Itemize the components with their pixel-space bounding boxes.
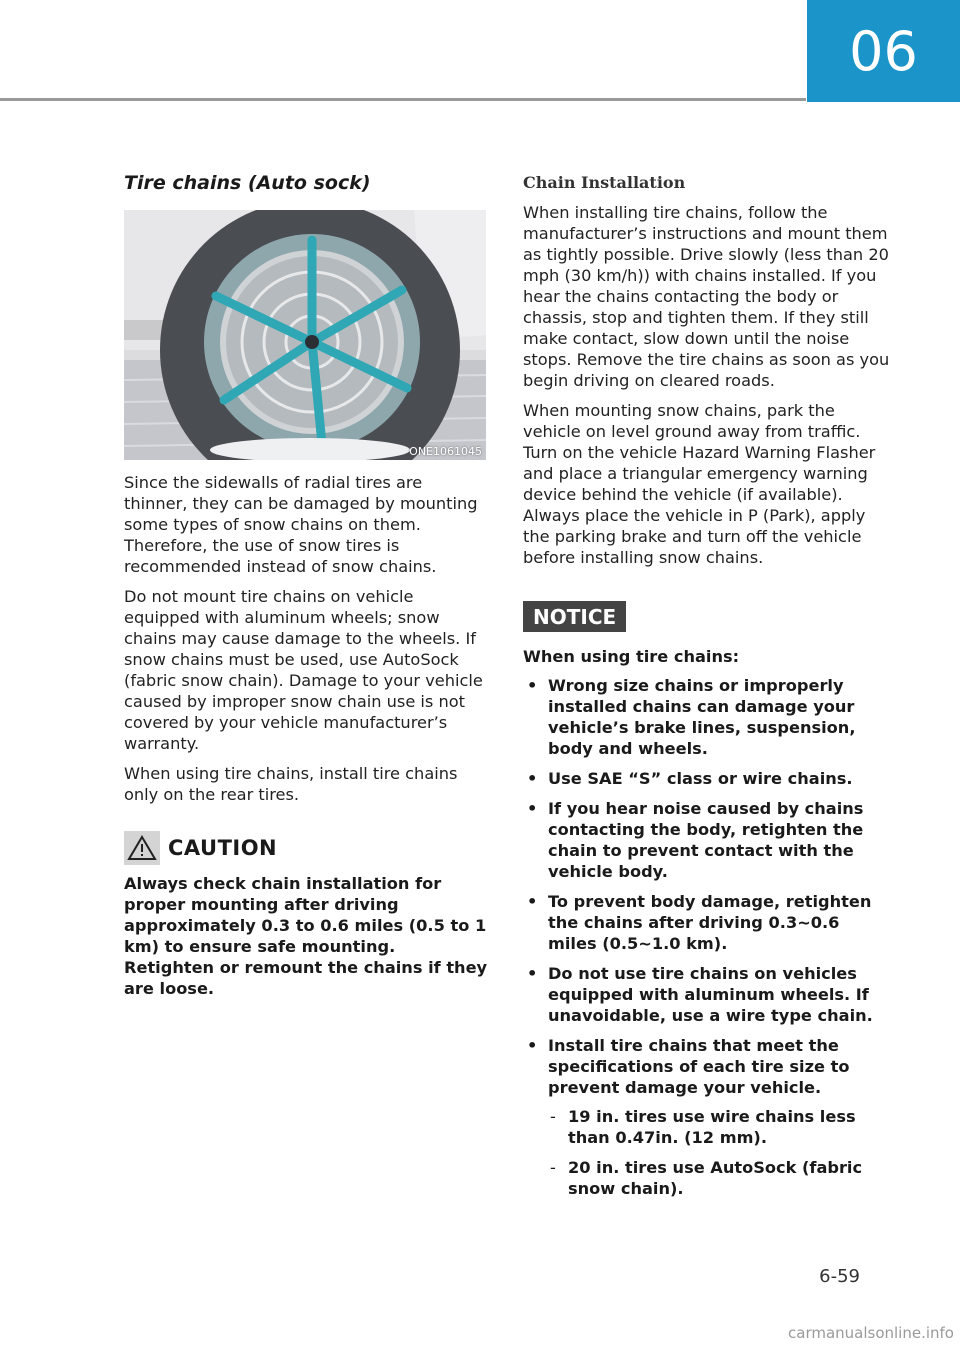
notice-intro: When using tire chains: bbox=[523, 647, 740, 666]
list-item-text: Do not use tire chains on vehicles equipped with aluminum wheels. If unavoidable, use a wire type chain. bbox=[548, 964, 873, 1025]
list-item: • Install tire chains that meet the specifications of each tire size to prevent damage your vehicle. - 19 in. tires use wire chains less than 0.47in. (12 mm). - 20 in. tires use AutoSock (fabric snow chain). bbox=[523, 1035, 893, 1199]
sub-list-item: - 20 in. tires use AutoSock (fabric snow chain). bbox=[550, 1158, 863, 1198]
notice-list bbox=[523, 675, 893, 1199]
paragraph: Since the sidewalls of radial tires are thinner, they can be damaged by mounting some types of snow chains on them. Therefore, the use of snow tires is recommended instead of snow chains. bbox=[124, 473, 478, 576]
tire-sock-illustration bbox=[124, 210, 486, 460]
sub-list bbox=[548, 1106, 893, 1199]
watermark: carmanualsonline.info bbox=[788, 1324, 954, 1342]
left-column bbox=[124, 170, 488, 999]
paragraph: Do not mount tire chains on vehicle equipped with aluminum wheels; snow chains may cause damage to the wheels. If snow chains must be used, use AutoSock (fabric snow chain). Damage to your vehicle caused by improper snow chain use is not covered by your vehicle manufacturer’s warranty. bbox=[124, 587, 483, 753]
list-item-text: Wrong size chains or improperly installed chains can damage your vehicle’s brake lines, suspension, body and wheels. bbox=[548, 676, 856, 758]
notice-badge: NOTICE bbox=[523, 601, 626, 632]
paragraph: When using tire chains, install tire chains only on the rear tires. bbox=[124, 764, 458, 804]
caution-title: CAUTION bbox=[168, 836, 278, 860]
sub-list-item-text: 19 in. tires use wire chains less than 0.47in. (12 mm). bbox=[568, 1107, 856, 1147]
list-item-text: To prevent body damage, retighten the chains after driving 0.3~0.6 miles (0.5~1.0 km). bbox=[548, 892, 872, 953]
figure-code: ONE1061045 bbox=[409, 445, 482, 458]
list-item-text: Install tire chains that meet the specifications of each tire size to prevent damage your vehicle. bbox=[548, 1036, 850, 1097]
chapter-number: 06 bbox=[849, 19, 918, 83]
list-item-text: If you hear noise caused by chains contacting the body, retighten the chain to prevent contact with the vehicle body. bbox=[548, 799, 864, 881]
caution-header bbox=[124, 831, 488, 865]
list-item: • Do not use tire chains on vehicles equipped with aluminum wheels. If unavoidable, use a wire type chain. bbox=[527, 964, 873, 1025]
list-item: • Use SAE “S” class or wire chains. bbox=[527, 769, 853, 788]
paragraph: When mounting snow chains, park the vehicle on level ground away from traffic. Turn on the vehicle Hazard Warning Flasher and place a triangular emergency warning device behind the vehicle (if available). Always place the vehicle in P (Park), apply the parking brake and turn off the vehicle before installing snow chains. bbox=[523, 401, 876, 567]
list-item: • Wrong size chains or improperly installed chains can damage your vehicle’s brake lines, suspension, body and wheels. bbox=[527, 676, 856, 758]
sub-list-item: - 19 in. tires use wire chains less than 0.47in. (12 mm). bbox=[550, 1107, 856, 1147]
page-number: 6-59 bbox=[819, 1266, 860, 1287]
list-item: • If you hear noise caused by chains contacting the body, retighten the chain to prevent contact with the vehicle body. bbox=[527, 799, 864, 881]
right-column bbox=[523, 172, 893, 1208]
caution-text: Always check chain installation for proper mounting after driving approximately 0.3 to 0.6 miles (0.5 to 1 km) to ensure safe mounting. Retighten or remount the chains if they are loose. bbox=[124, 874, 488, 998]
paragraph: When installing tire chains, follow the manufacturer’s instructions and mount them as tightly possible. Drive slowly (less than 20 mph (30 km/h)) with chains installed. If you hear the chains contacting the body or chassis, stop and tighten them. If they still make contact, slow down until the noise stops. Remove the tire chains as soon as you begin driving on cleared roads. bbox=[523, 203, 890, 390]
warning-triangle-icon bbox=[124, 831, 160, 865]
section-heading-chain-installation: Chain Installation bbox=[523, 173, 686, 192]
list-item-text: Use SAE “S” class or wire chains. bbox=[548, 769, 853, 788]
header-rule bbox=[0, 98, 806, 101]
list-item: • To prevent body damage, retighten the chains after driving 0.3~0.6 miles (0.5~1.0 km). bbox=[527, 892, 872, 953]
sub-list-item-text: 20 in. tires use AutoSock (fabric snow chain). bbox=[568, 1158, 863, 1198]
tire-chain-figure bbox=[124, 210, 486, 460]
chapter-tab bbox=[807, 0, 960, 102]
section-heading-tire-chains: Tire chains (Auto sock) bbox=[124, 172, 371, 194]
